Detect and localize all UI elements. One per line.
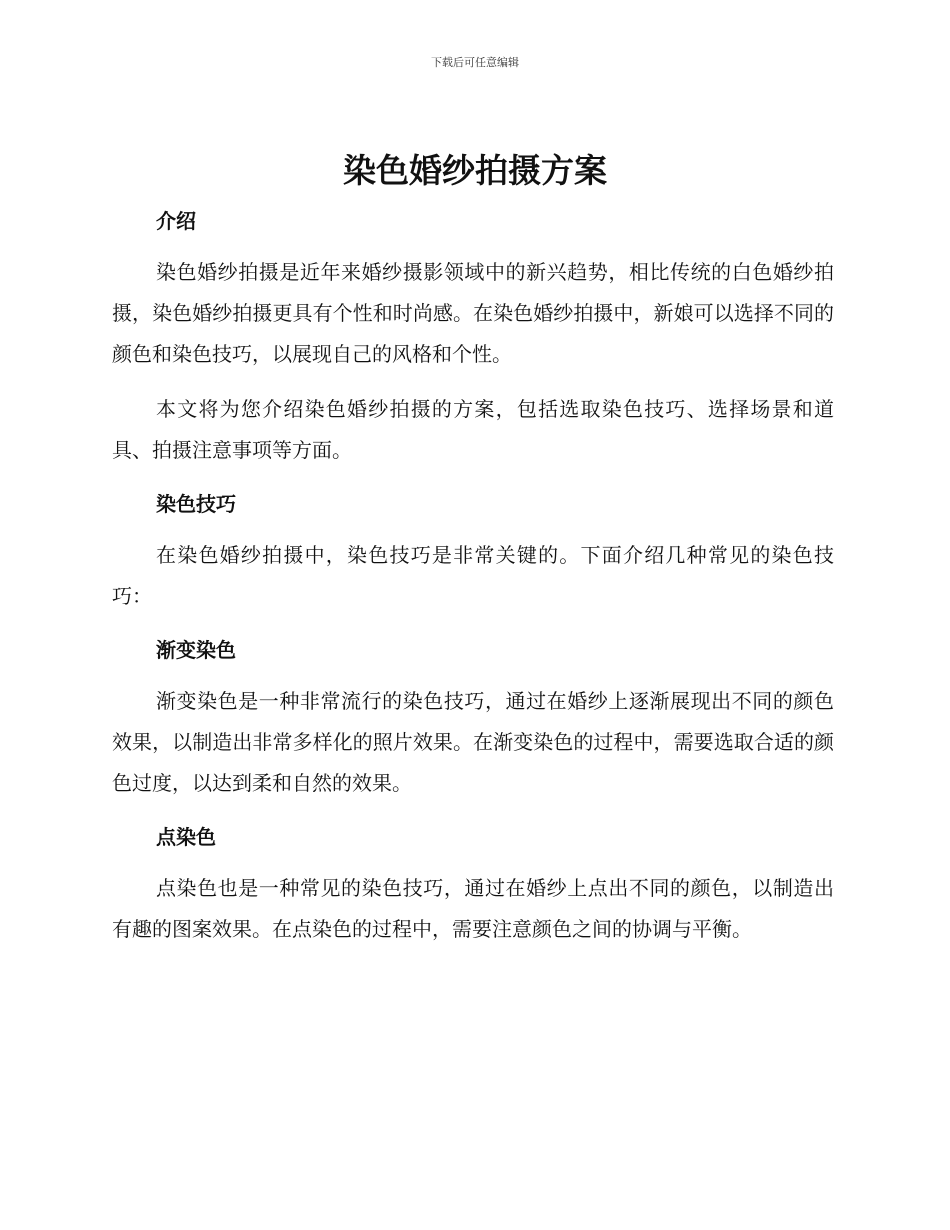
document-title: 染色婚纱拍摄方案 [343,151,607,190]
paragraph-intro-2: 本文将为您介绍染色婚纱拍摄的方案，包括选取染色技巧、选择场景和道具、拍摄注意事项等方面。 [112,397,834,462]
header-note: 下载后可任意编辑 [431,56,519,69]
paragraph-gradient-1: 渐变染色是一种非常流行的染色技巧，通过在婚纱上逐渐展现出不同的颜色效果，以制造出非常多样化的照片效果。在渐变染色的过程中，需要选取合适的颜色过度，以达到柔和自然的效果。 [112,689,834,795]
section-heading-techniques: 染色技巧 [156,492,236,516]
section-heading-intro: 介绍 [156,209,196,233]
section-heading-gradient: 渐变染色 [156,638,236,662]
document-body [112,204,834,950]
paragraph-dot-1: 点染色也是一种常见的染色技巧，通过在婚纱上点出不同的颜色，以制造出有趣的图案效果。在点染色的过程中，需要注意颜色之间的协调与平衡。 [112,876,834,941]
section-heading-dot: 点染色 [156,825,216,849]
paragraph-intro-1: 染色婚纱拍摄是近年来婚纱摄影领域中的新兴趋势，相比传统的白色婚纱拍摄，染色婚纱拍摄更具有个性和时尚感。在染色婚纱拍摄中，新娘可以选择不同的颜色和染色技巧，以展现自己的风格和个性。 [112,260,834,366]
paragraph-techniques-1: 在染色婚纱拍摄中，染色技巧是非常关键的。下面介绍几种常见的染色技巧： [112,543,834,608]
